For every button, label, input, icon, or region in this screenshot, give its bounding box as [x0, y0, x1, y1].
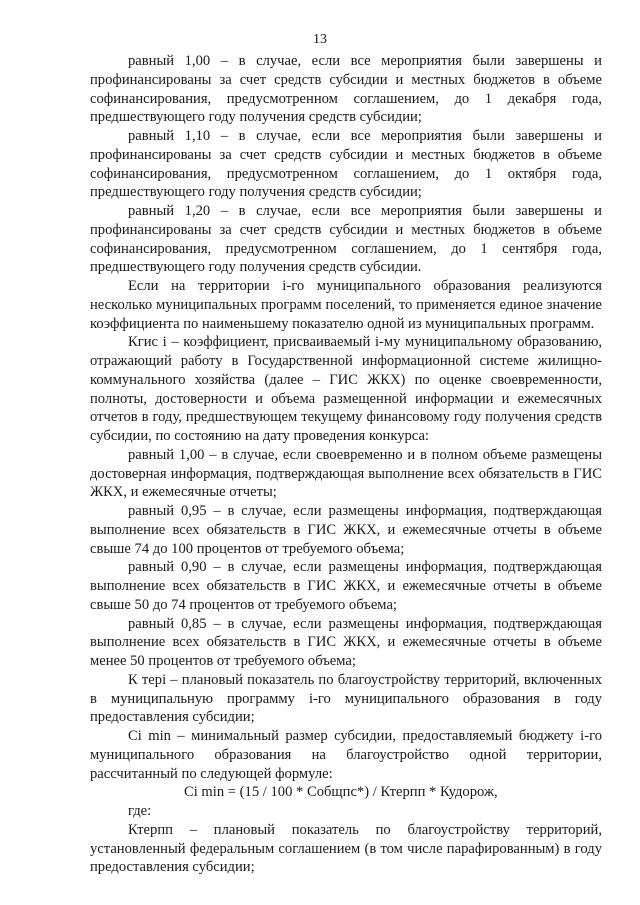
paragraph: равный 0,95 – в случае, если размещены информация, подтверждающая выполнение всех обязательств в ГИС ЖКХ, и ежемесячные отчеты в объеме свыше 74 до 100 процентов от требуемого объема; — [90, 503, 602, 557]
paragraph: где: — [128, 803, 152, 819]
paragraph: равный 1,00 – в случае, если своевременно и в полном объеме размещены достоверная информация, подтверждающая выполнение всех обязательств в ГИС ЖКХ, и ежемесячные отчеты; — [90, 446, 602, 501]
paragraph: Кгис i – коэффициент, присваиваемый i-му муниципальному образованию, отражающий работу в Государственной информационной системе жилищно-коммунального хозяйства (далее – ГИС ЖКХ) по оценке своевременности, полноты, достоверности и объема размещенной информации и ежемесячных отчетов в году, предшествующем текущему финансовому году получения средств субсидии, по состоянию на дату проведения конкурса: — [90, 334, 602, 444]
formula: Ci min = (15 / 100 * Собщпс*) / Ктерпп * Кудорож, — [184, 784, 498, 801]
paragraph: Ктерпп – плановый показатель по благоустройству территорий, установленный федеральным соглашением (в том числе парафированным) в году предоставления субсидии; — [90, 821, 602, 876]
document-body — [90, 52, 602, 877]
paragraph: равный 0,85 – в случае, если размещены информация, подтверждающая выполнение всех обязательств в ГИС ЖКХ, и ежемесячные отчеты в объеме менее 50 процентов от требуемого объема; — [90, 615, 602, 669]
paragraph: Если на территории i-го муниципального образования реализуются несколько муниципальных программ поселений, то применяется единое значение коэффициента по наименьшему показателю одной из муниципальных программ. — [90, 278, 602, 332]
page-number: 13 — [313, 32, 327, 47]
paragraph: равный 1,10 – в случае, если все мероприятия были завершены и профинансированы за счет средств субсидии и местных бюджетов в объеме софинансирования, предусмотренном соглашением, до 1 октября года, предшествующего году получения средств субсидии; — [90, 128, 602, 201]
paragraph: равный 1,20 – в случае, если все мероприятия были завершены и профинансированы за счет средств субсидии и местных бюджетов в объеме софинансирования, предусмотренном соглашением, до 1 сентября года, предшествующего году получения средств субсидии. — [90, 203, 602, 276]
paragraph: Ci min – минимальный размер субсидии, предоставляемый бюджету i-го муниципального образования на благоустройство одной территории, рассчитанный по следующей формуле: — [90, 728, 602, 782]
paragraph: равный 1,00 – в случае, если все мероприятия были завершены и профинансированы за счет средств субсидии и местных бюджетов в объеме софинансирования, предусмотренном соглашением, до 1 декабря года, предшествующего году получения средств субсидии; — [90, 53, 602, 126]
paragraph: равный 0,90 – в случае, если размещены информация, подтверждающая выполнение всех обязательств в ГИС ЖКХ, и ежемесячные отчеты в объеме свыше 50 до 74 процентов от требуемого объема; — [90, 559, 602, 613]
paragraph: К терi – плановый показатель по благоустройству территорий, включенных в муниципальную программу i-го муниципального образования в году предоставления субсидии; — [90, 671, 602, 726]
